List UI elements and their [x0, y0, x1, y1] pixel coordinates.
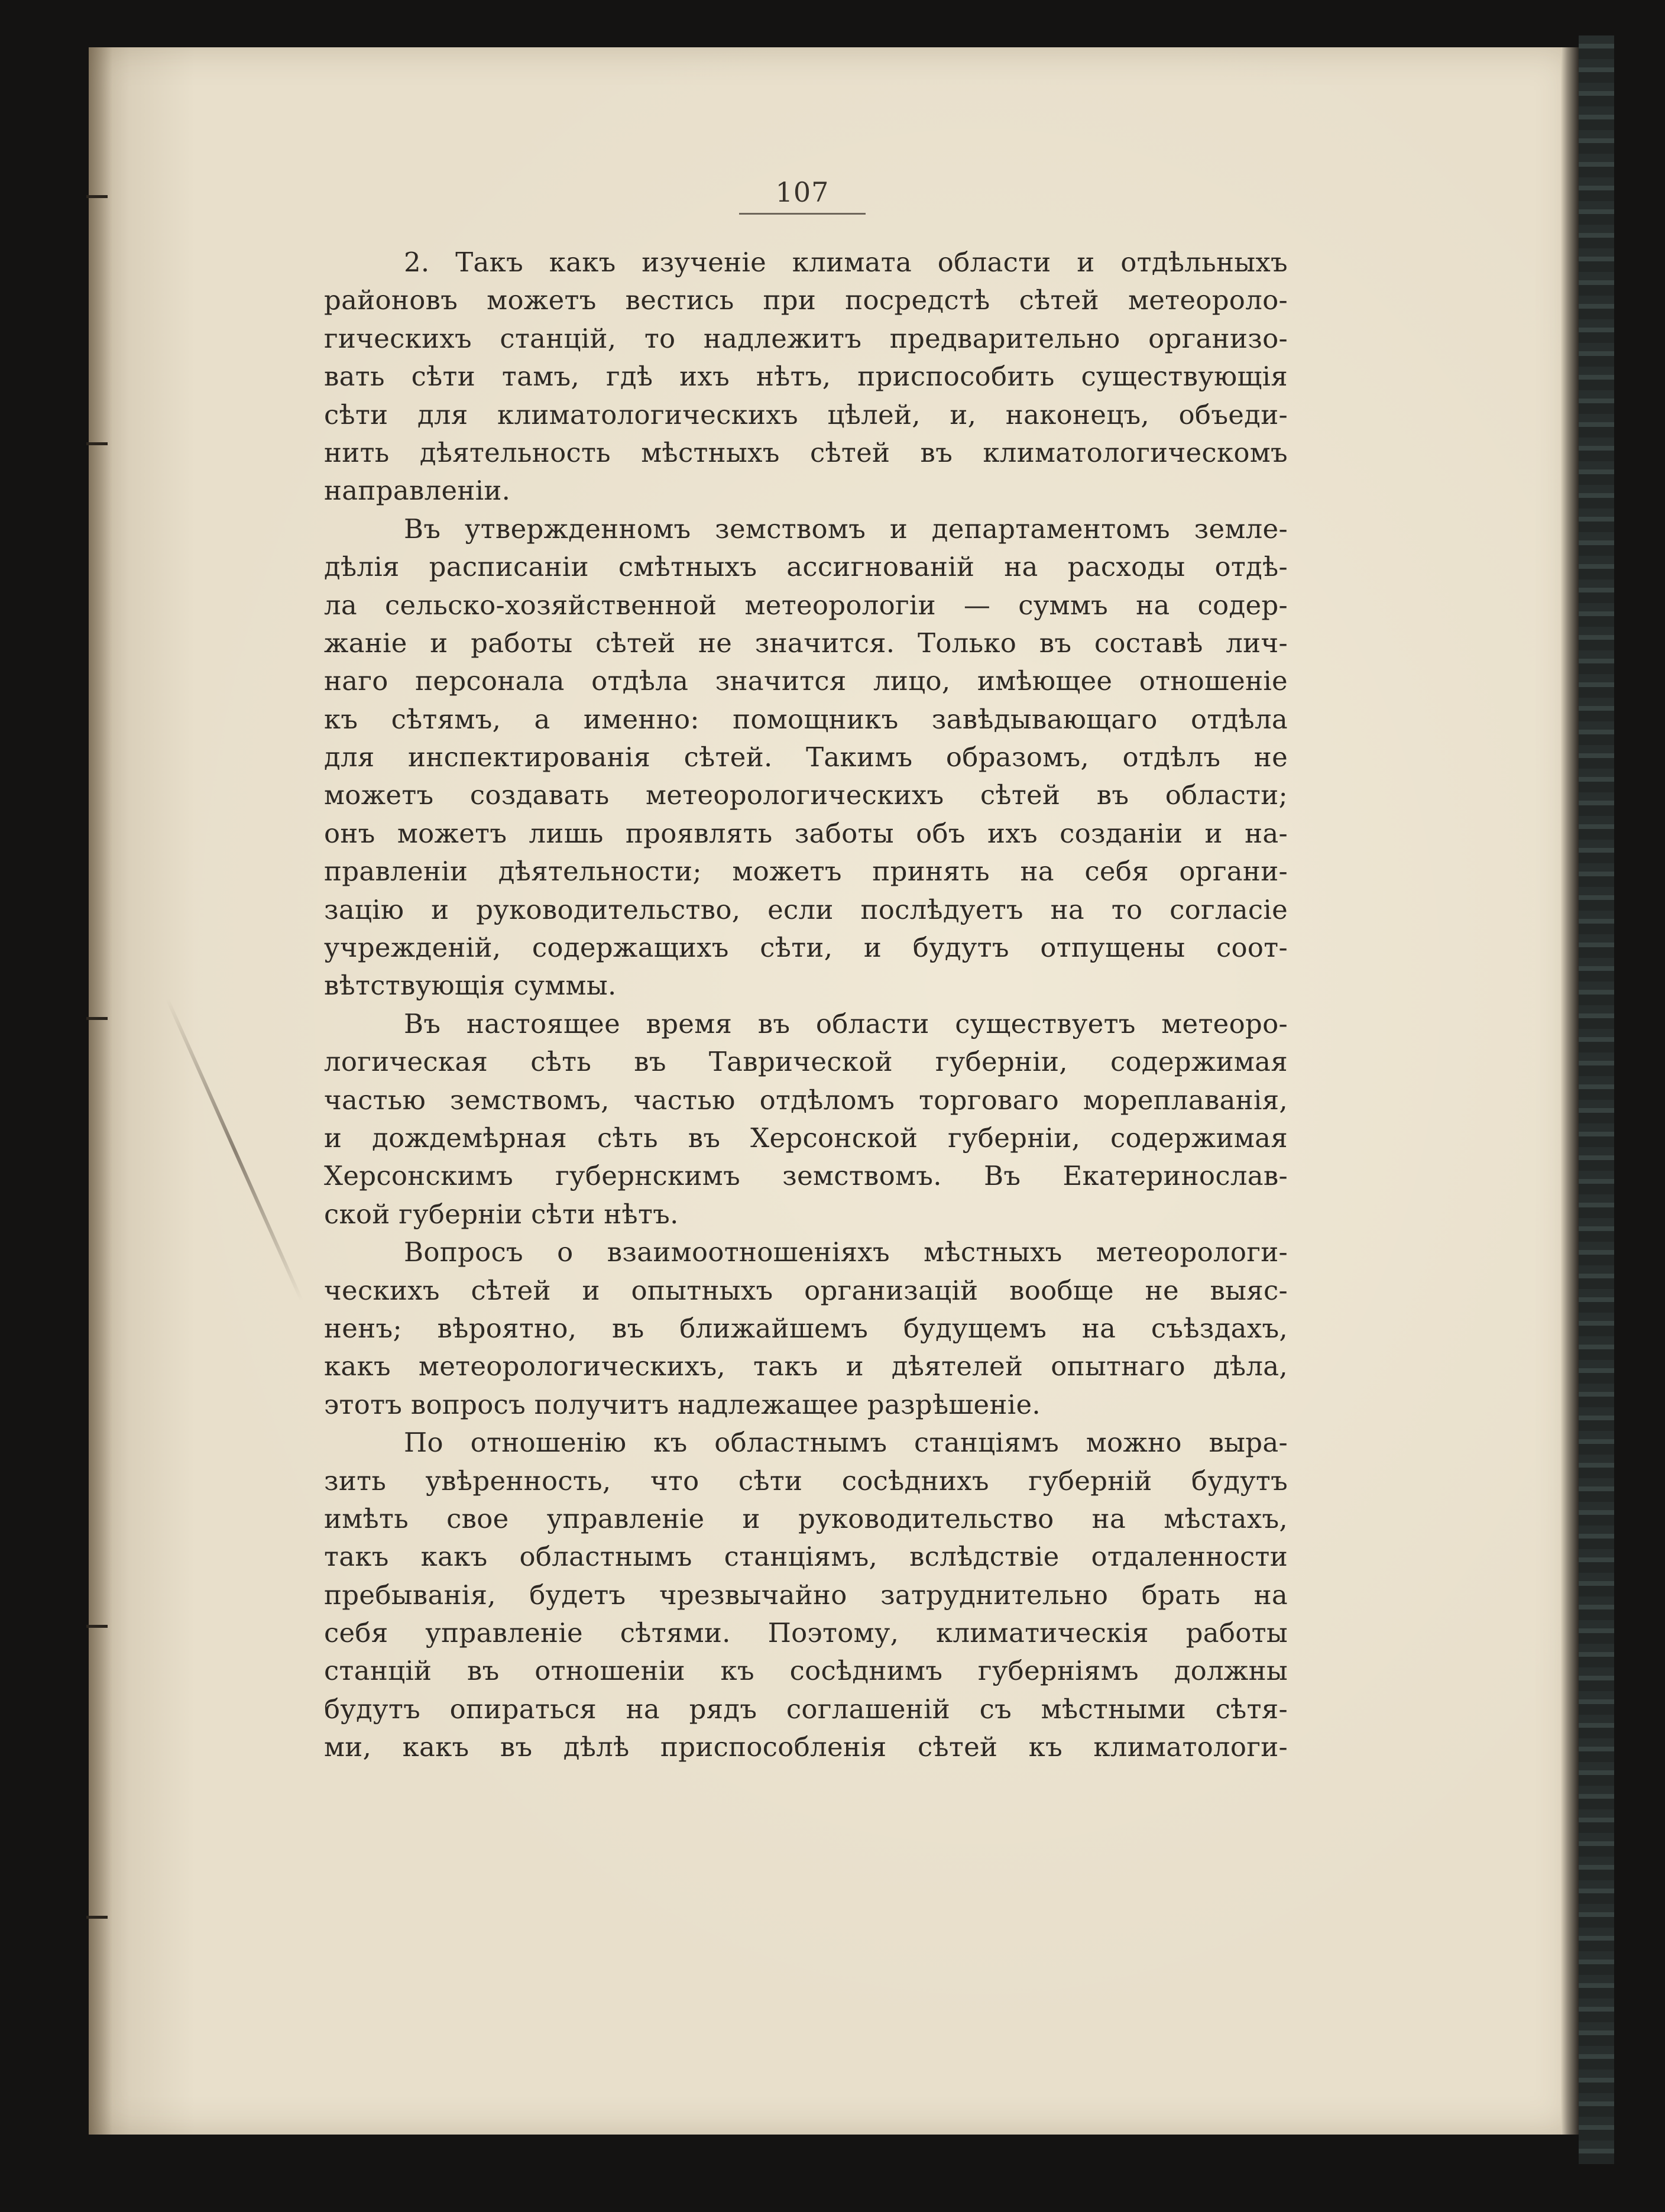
text-line: къ сѣтямъ, а именно: помощникъ завѣдывающаго отдѣла	[324, 703, 1288, 735]
text-line: гическихъ станцій, то надлежитъ предварительно организо-	[324, 322, 1288, 354]
text-line: районовъ можетъ вестись при посредстѣ сѣтей метеороло-	[324, 284, 1288, 316]
gutter-shadow	[89, 47, 112, 2135]
text-line: какъ метеорологическихъ, такъ и дѣятелей опытнаго дѣла,	[324, 1350, 1288, 1382]
text-line: станцій въ отношеніи къ сосѣднимъ губерніямъ должны	[324, 1655, 1288, 1687]
page-edge	[1561, 47, 1579, 2135]
text-line: По отношенію къ областнымъ станціямъ можно выра-	[404, 1427, 1288, 1459]
binding-edge	[1579, 35, 1614, 2164]
text-line: Вопросъ о взаимоотношеніяхъ мѣстныхъ метеорологи-	[404, 1236, 1288, 1268]
text-line: логическая сѣть въ Таврической губерніи, содержимая	[324, 1046, 1288, 1078]
binding-stitch	[86, 1916, 108, 1919]
text-line: пребыванія, будетъ чрезвычайно затруднительно брать на	[324, 1579, 1288, 1611]
binding-stitch	[86, 1017, 108, 1020]
text-line: себя управленіе сѣтями. Поэтому, климатическія работы	[324, 1617, 1288, 1649]
text-line: будутъ опираться на рядъ соглашеній съ мѣстными сѣтя-	[324, 1693, 1288, 1725]
text-line: ненъ; вѣроятно, въ ближайшемъ будущемъ на съѣздахъ,	[324, 1312, 1288, 1344]
text-line: такъ какъ областнымъ станціямъ, вслѣдствіе отдаленности	[324, 1541, 1288, 1573]
text-line: ла сельско-хозяйственной метеорологіи — суммъ на содер-	[324, 589, 1288, 621]
binding-stitch	[86, 195, 108, 198]
text-line: можетъ создавать метеорологическихъ сѣтей въ области;	[324, 779, 1288, 811]
page-number: 107	[775, 176, 830, 208]
text-line: Херсонскимъ губернскимъ земствомъ. Въ Екатеринослав-	[324, 1160, 1288, 1192]
text-line: 2. Такъ какъ изученіе климата области и отдѣльныхъ	[404, 247, 1288, 278]
text-line: вѣтствующія суммы.	[324, 970, 617, 1002]
text-line: имѣть свое управленіе и руководительство на мѣстахъ,	[324, 1502, 1288, 1534]
binding-stitch	[86, 442, 108, 445]
body-text	[324, 244, 1288, 1767]
text-line: ческихъ сѣтей и опытныхъ организацій вообще не выяс-	[324, 1274, 1288, 1306]
text-line: ской губерніи сѣти нѣтъ.	[324, 1198, 679, 1230]
text-line: дѣлія расписаніи смѣтныхъ ассигнованій на расходы отдѣ-	[324, 551, 1288, 583]
text-line: сѣти для климатологическихъ цѣлей, и, наконецъ, объеди-	[324, 399, 1288, 430]
text-line: жаніе и работы сѣтей не значится. Только въ составѣ лич-	[324, 627, 1288, 659]
page-number-rule	[739, 213, 866, 215]
text-line: вать сѣти тамъ, гдѣ ихъ нѣтъ, приспособить существующія	[324, 361, 1288, 393]
text-line: и дождемѣрная сѣть въ Херсонской губерніи, содержимая	[324, 1122, 1288, 1154]
text-line: учрежденій, содержащихъ сѣти, и будутъ отпущены соот-	[324, 932, 1288, 964]
text-line: направленіи.	[324, 475, 511, 507]
text-line: частью земствомъ, частью отдѣломъ торговаго мореплаванія,	[324, 1084, 1288, 1116]
text-line: Въ настоящее время въ области существуетъ метеоро-	[404, 1008, 1288, 1039]
text-line: ми, какъ въ дѣлѣ приспособленія сѣтей къ климатологи-	[324, 1731, 1288, 1763]
text-line: Въ утвержденномъ земствомъ и департаментомъ земле-	[404, 513, 1288, 545]
text-line: зить увѣренность, что сѣти сосѣднихъ губерній будутъ	[324, 1465, 1288, 1497]
text-line: зацію и руководительство, если послѣдуетъ на то согласіе	[324, 893, 1288, 925]
text-line: онъ можетъ лишь проявлять заботы объ ихъ созданіи и на-	[324, 817, 1288, 849]
text-line: для инспектированія сѣтей. Такимъ образомъ, отдѣлъ не	[324, 741, 1288, 773]
text-line: этотъ вопросъ получитъ надлежащее разрѣшеніе.	[324, 1388, 1041, 1420]
text-line: нить дѣятельность мѣстныхъ сѣтей въ климатологическомъ	[324, 436, 1288, 468]
binding-stitch	[86, 1625, 108, 1628]
text-line: наго персонала отдѣла значится лицо, имѣющее отношеніе	[324, 665, 1288, 697]
text-line: правленіи дѣятельности; можетъ принять на себя органи-	[324, 856, 1288, 888]
